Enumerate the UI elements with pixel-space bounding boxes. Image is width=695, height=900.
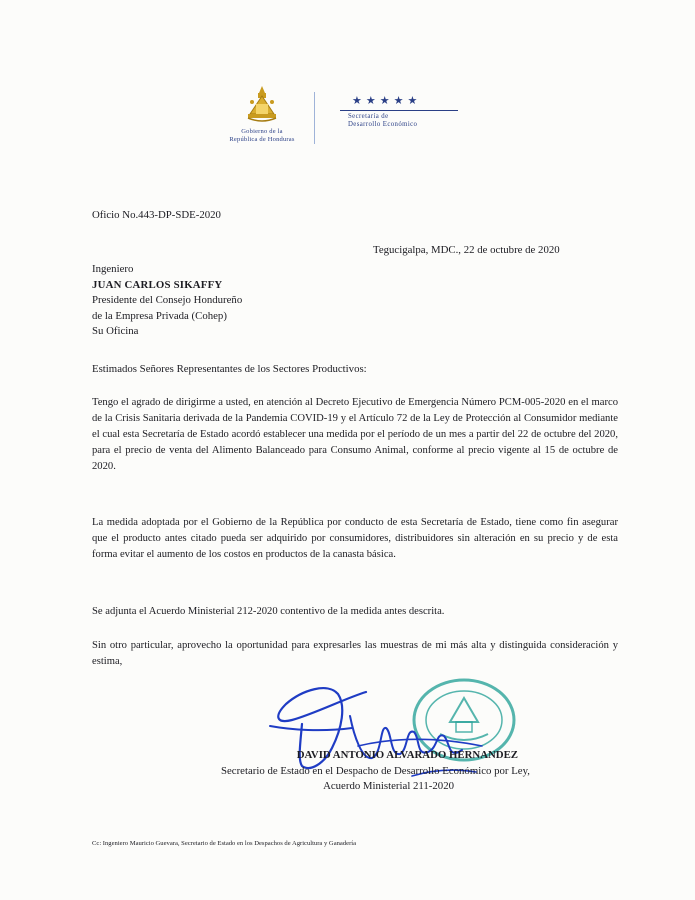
honduras-coat-of-arms-icon bbox=[244, 84, 280, 124]
place-date: Tegucigalpa, MDC., 22 de octubre de 2020 bbox=[373, 244, 560, 256]
greeting: Estimados Señores Representantes de los Sectores Productivos: bbox=[92, 363, 367, 375]
body-paragraph: Se adjunta el Acuerdo Ministerial 212-2020 contentivo de la medida antes descrita. bbox=[92, 606, 445, 617]
body-paragraph: La medida adoptada por el Gobierno de la República por conducto de esta Secretaría de Estado, tiene como fin asegurar que el producto antes citado pueda ser adquirido por consumidores, distribuidores sin alteración en su precio y de esta forma evitar el aumento de los costos en productos de la canasta básica. bbox=[92, 517, 618, 560]
addressee-name: JUAN CARLOS SIKAFFY bbox=[92, 278, 223, 291]
letterhead-divider bbox=[314, 92, 315, 144]
government-logo bbox=[212, 84, 312, 143]
five-stars-icon: ★★★★★ bbox=[352, 95, 422, 107]
government-name-line: Gobierno de la bbox=[241, 128, 283, 135]
government-name bbox=[212, 128, 312, 143]
closing-paragraph: Sin otro particular, aprovecho la oportunidad para expresarles las muestras de mi más alta y distinguida consideración y estima, bbox=[92, 640, 618, 667]
addressee-block bbox=[92, 262, 242, 340]
carbon-copy-line: Cc: Ingeniero Mauricio Guevara, Secretario de Estado en los Despachos de Agricultura y Ganadería bbox=[92, 840, 357, 847]
secretariat-name-line: Secretaría de bbox=[348, 113, 389, 120]
secretariat-name bbox=[348, 113, 460, 129]
addressee-title: Ingeniero bbox=[92, 263, 134, 275]
signer-block bbox=[140, 748, 604, 794]
signer-name: DAVID ANTONIO ALVARADO HERNANDEZ bbox=[296, 749, 518, 761]
signer-title: Secretario de Estado en el Despacho de Desarrollo Económico por Ley, bbox=[221, 765, 530, 777]
secretariat-rule bbox=[340, 110, 458, 111]
government-name-line: República de Honduras bbox=[229, 135, 295, 143]
addressee-position-line2: de la Empresa Privada (Cohep) bbox=[92, 309, 227, 322]
secretariat-name-line: Desarrollo Económico bbox=[348, 120, 418, 128]
addressee-position-line1: Presidente del Consejo Hondureño bbox=[92, 294, 243, 306]
secretariat-logo bbox=[330, 96, 460, 129]
reference-number: Oficio No.443-DP-SDE-2020 bbox=[92, 209, 221, 221]
addressee-office: Su Oficina bbox=[92, 325, 139, 337]
signer-agreement: Acuerdo Ministerial 211-2020 bbox=[323, 780, 454, 792]
body-paragraph: Tengo el agrado de dirigirme a usted, en atención al Decreto Ejecutivo de Emergencia Número PCM-005-2020 en el marco de la Crisis Sanitaria derivada de la Pandemia COVID-19 y el Artículo 72 de la Ley de Protección al Consumidor mediante el cual esta Secretaría de Estado acordó establecer una medida por el período de un mes a partir del 22 de octubre del 2020, para el precio de venta del Alimento Balanceado para Consumo Animal, conforme al precio vigente al 15 de octubre de 2020. bbox=[92, 397, 618, 472]
